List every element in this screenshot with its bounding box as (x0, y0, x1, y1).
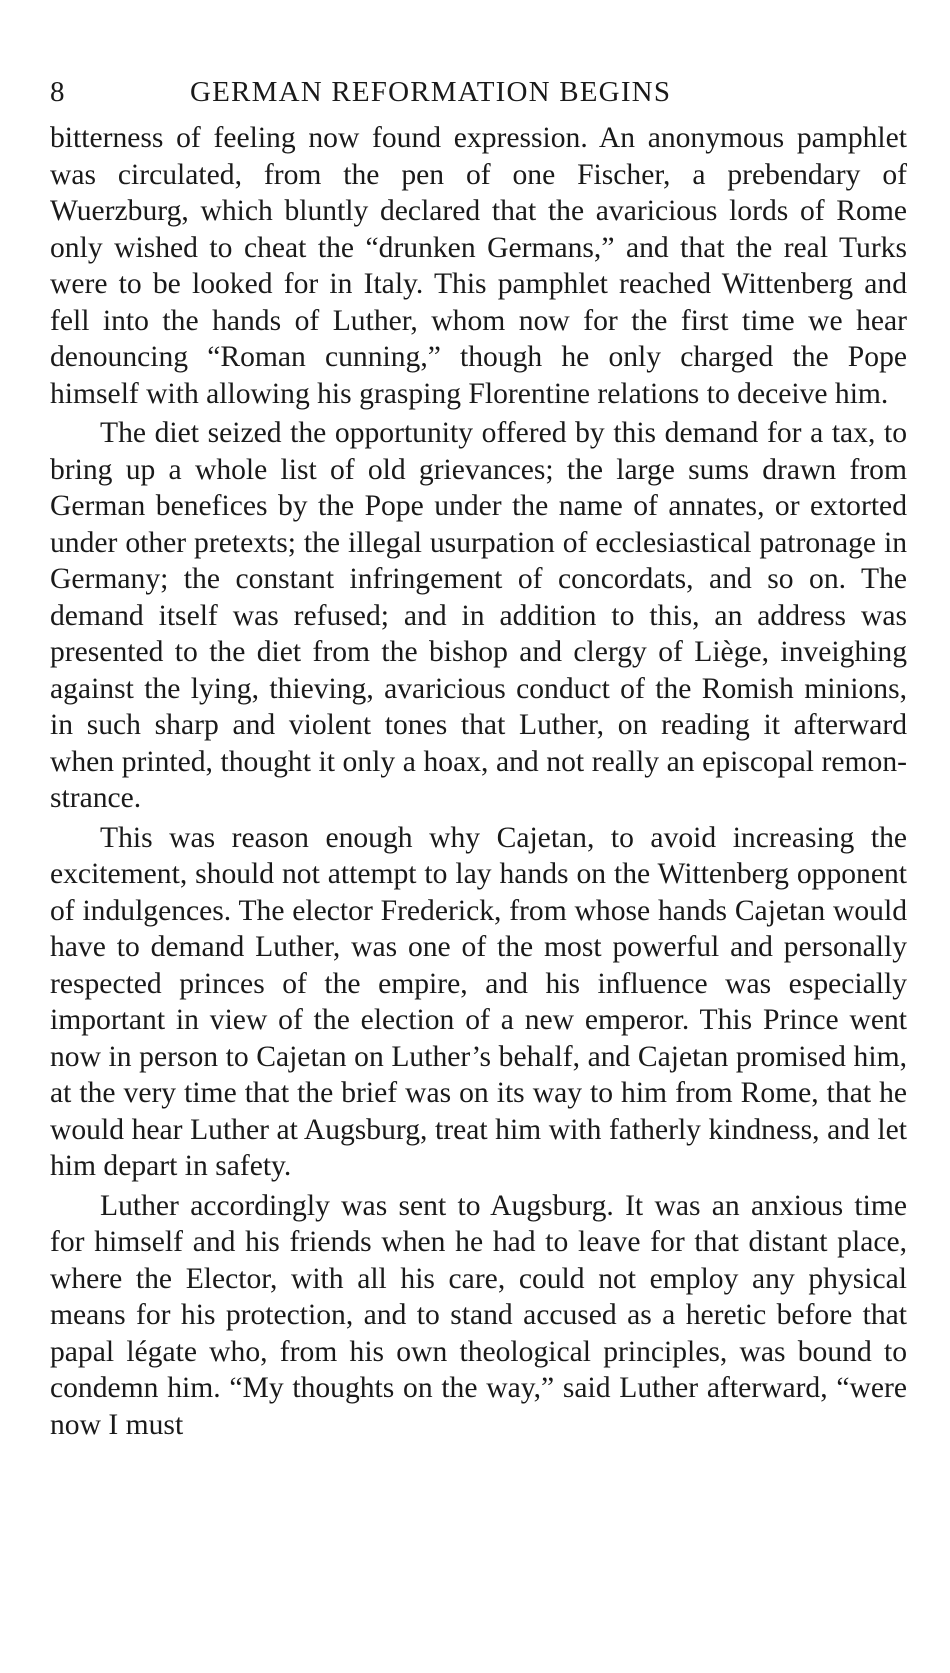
book-page (50, 66, 907, 1446)
paragraph-4: Luther accordingly was sent to Augsburg. It was an anxious time for himself and his friends when he had to leave for that distant place, where the Elector, with all his care, could not employ any physical means for his protection, and to stand accused as a heretic before that papal légate who, from his own theological principles, was bound to condemn him. “My thoughts on the way,” said Luther afterward, “were now I must (50, 1189, 907, 1441)
paragraph-1: bitterness of feeling now found expression. An anonymous pamphlet was circulated, from the pen of one Fischer, a prebendary of Wuerzburg, which bluntly declared that the avaricious lords of Rome only wished to cheat the “drunken Germans,” and that the real Turks were to be looked for in Italy. This pamphlet reached Wittenberg and fell into the hands of Luther, whom now for the first time we hear denouncing “Roman cunning,” though he only charged the Pope himself with allowing his grasping Florentine relations to deceive him. (50, 122, 907, 410)
paragraph-2: The diet seized the opportunity offered by this demand for a tax, to bring up a whole list of old grievances; the large sums drawn from German benefices by the Pope under the name of annates, or extorted under other pretexts; the illegal usurpation of ecclesiastical patronage in Germany; the constant infringement of concordats, and so on. The demand itself was refused; and in addition to this, an address was presented to the diet from the bishop and clergy of Liège, inveighing against the lying, thieving, avaricious conduct of the Romish minions, in such sharp and violent tones that Luther, on reading it afterward when printed, thought it only a hoax, and not really an episcopal remonstrance. (50, 417, 907, 814)
paragraph-3: This was reason enough why Cajetan, to avoid increasing the excitement, should not attempt to lay hands on the Wittenberg opponent of indulgences. The elector Frederick, from whose hands Cajetan would have to demand Luther, was one of the most powerful and personally respected princes of the empire, and his influence was especially important in view of the election of a new emperor. This Prince went now in person to Cajetan on Luther’s behalf, and Cajetan promised him, at the very time that the brief was on its way to him from Rome, that he would hear Luther at Augsburg, treat him with fatherly kindness, and let him depart in safety. (50, 821, 907, 1182)
body-text (50, 120, 907, 1443)
page-number: 8 (50, 76, 66, 108)
running-head (50, 66, 907, 110)
running-title: GERMAN REFORMATION BEGINS (190, 76, 672, 108)
